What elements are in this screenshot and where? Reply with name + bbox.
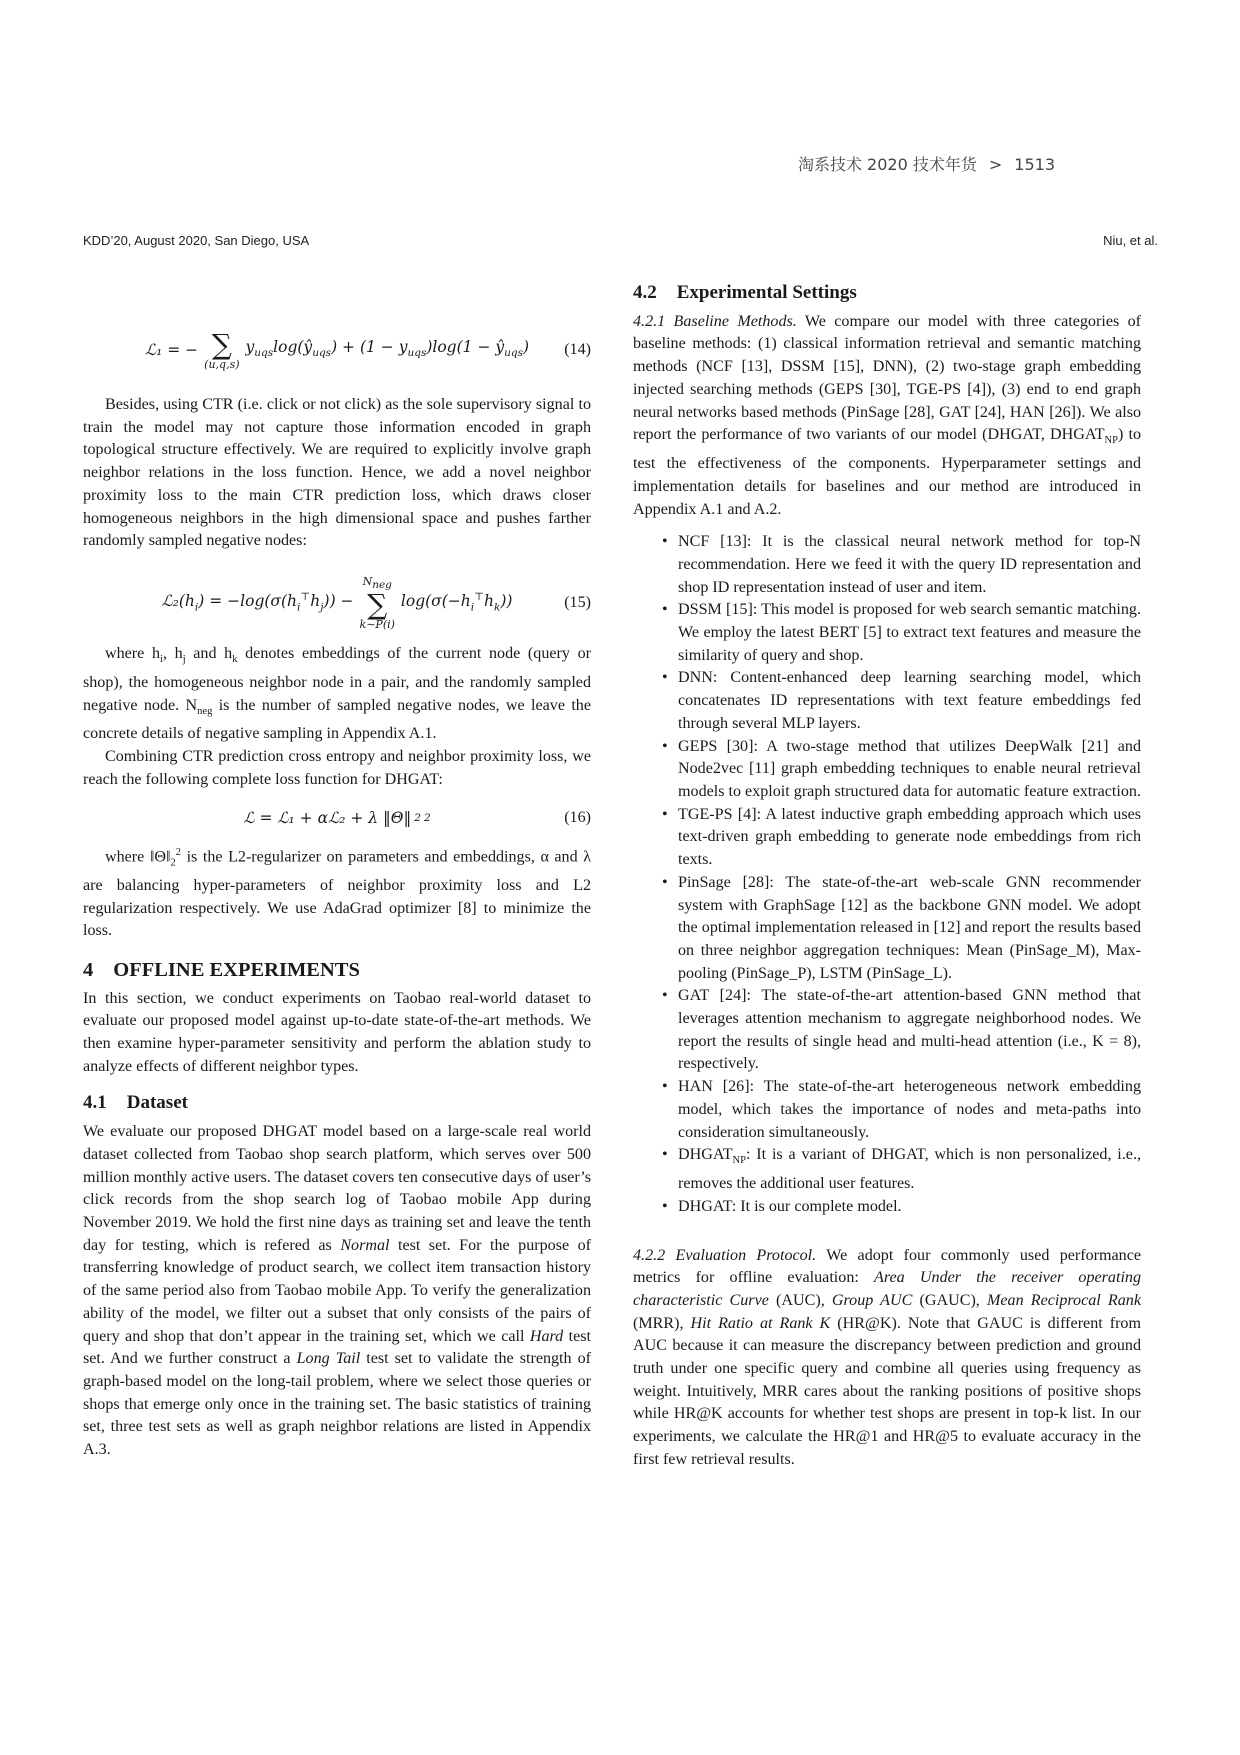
subsection-4-2-1 xyxy=(633,311,1141,522)
eq14-body: $y_{uqs}\log(ŷ_{uqs}) + (1 - y_{uqs})\log(1$ − $ŷ_{uqs}$) xyxy=(245,337,530,359)
section-number: 4.2 xyxy=(633,282,657,303)
subsection-4-2-2 xyxy=(633,1245,1141,1472)
equation-14 xyxy=(83,320,591,380)
section-title: OFFLINE EXPERIMENTS xyxy=(113,958,360,981)
subsection-text: We compare our model with three categories of baseline methods: (1) classical information retrieval and semantic matching methods (NCF [13], DSSM [15], DNN), (2) two-stage graph embedding injected searching methods (GEPS [30], TGE-PS [4]), (3) end to end graph neural networks based methods (PinSage [28], GAT [24], HAN [26]). We also report the performance of two variants of our model (DHGAT, $DHGAT_{NP}$) to test the effectiveness of the components. Hyperparameter settings and implementation details for baselines and our method are introduced in Appendix A.1 and A.2. xyxy=(633,312,1141,518)
eq15-limit: k∼P(i) xyxy=(359,617,395,631)
book-title: 淘系技术 2020 技术年货 xyxy=(797,155,977,174)
subsection-label: 4.2.2 Evaluation Protocol. xyxy=(633,1246,817,1264)
baseline-item: • $DHGAT_{NP}$: It is a variant of DHGAT, which is non personalized, i.e., removes the additional user features. xyxy=(678,1144,1141,1196)
eq14-lhs: ℒ₁ = − xyxy=(144,340,199,359)
paragraph-regularizer: where $‖\Theta‖_2^2$ is the L2-regularizer on parameters and embeddings, α and λ are balancing hyper-parameters of neighbor proximity loss and L2 regularization respectively. We use AdaGrad optimizer [8] to minimize the loss. xyxy=(83,846,592,940)
sum-symbol: $N_{neg}$ ∑ k∼P(i) xyxy=(359,575,395,631)
header-separator: > xyxy=(988,155,1003,174)
left-column xyxy=(83,282,591,1462)
subsection-label: 4.2.1 Baseline Methods. xyxy=(633,312,797,330)
baseline-item: • PinSage [28]: The state-of-the-art web-scale GNN recommender system with GraphSage [12] as the backbone GNN model. We adopt the optimal implementation released in [12] and report the results based on three neighbor aggregation techniques: Mean (PinSage_M), Max-pooling (PinSage_P), LSTM (PinSage_L). xyxy=(678,872,1141,986)
baseline-item: • DSSM [15]: This model is proposed for web search semantic matching. We employ the latest BERT [5] to extract text features and measure the similarity of query and shop. xyxy=(678,599,1141,667)
paragraph-supervisory-signal: Besides, using CTR (i.e. click or not click) as the sole supervisory signal to train the model may not capture those information encoded in graph topological structure effectively. We are required to explicitly involve graph neighbor relations in the loss function. Hence, we add a novel neighbor proximity loss to the main CTR prediction loss, which draws closer homogeneous neighbors in the high dimensional space and pushes farther randomly sampled negative nodes: xyxy=(83,396,591,550)
book-header xyxy=(798,152,1055,175)
equation-15 xyxy=(83,567,591,639)
baseline-item: • GEPS [30]: A two-stage method that utilizes DeepWalk [21] and Node2vec [11] graph embedding techniques to enable neural retrieval models to exploit graph structured data for automatic feature extraction. xyxy=(678,736,1141,804)
running-head-right: Niu, et al. xyxy=(1103,233,1158,248)
baseline-item: • HAN [26]: The state-of-the-art heterogeneous network embedding model, which takes the importance of nodes and meta-paths into consideration simultaneously. xyxy=(678,1076,1141,1144)
eq16-body: ℒ = ℒ₁ + αℒ₂ + λ ‖Θ‖ 2 2 xyxy=(243,809,431,828)
page-number: 1513 xyxy=(1014,155,1055,174)
baseline-item: • NCF [13]: It is the classical neural network method for top-N recommendation. Here we feed it with the query ID representation and shop ID representation instead of user and item. xyxy=(678,531,1141,599)
subsection-text: We adopt four commonly used performance metrics for offline evaluation: Area Under the receiver operating characteristic Curve (AUC), Group AUC (GAUC), Mean Reciprocal Rank (MRR), Hit Ratio at Rank K (HR@K). Note that GAUC is different from AUC because it can measure the discrepancy between prediction and ground truth under one specific query and combine all queries using frequency as weight. Intuitively, MRR cares about the ranking positions of positive shops while HR@K accounts for whether test shops are present in top-k list. In our experiments, we calculate the HR@1 and HR@5 to evaluate accuracy in the first few retrieval results. xyxy=(633,1246,1142,1468)
baseline-list xyxy=(633,531,1141,1218)
section-title: Dataset xyxy=(126,1092,188,1114)
section-title: Experimental Settings xyxy=(676,282,857,303)
eq15-upper: $N_{neg}$ xyxy=(362,575,392,592)
eq16-number: (16) xyxy=(564,809,591,827)
eq15-lhs: $ℒ_2(h_i) = -\log(\sigma(h_i^⊤h_j))$ − xyxy=(161,591,354,614)
running-head-left: KDD’20, August 2020, San Diego, USA xyxy=(83,233,310,248)
section-4-1-heading xyxy=(83,1092,591,1115)
section-4-text: In this section, we conduct experiments on Taobao real-world dataset to evaluate our proposed model against up-to-date state-of-the-art methods. We then examine hyper-parameter sensitivity and perform the ablation study to analyze effects of different neighbor types. xyxy=(83,989,591,1075)
equation-16 xyxy=(83,800,591,838)
baseline-item: • TGE-PS [4]: A latest inductive graph embedding approach which uses text-driven graph embedding to generate node embeddings from rich texts. xyxy=(678,804,1141,872)
section-4-heading xyxy=(83,959,591,982)
eq14-number: (14) xyxy=(564,340,591,358)
paragraph-combining: Combining CTR prediction cross entropy and neighbor proximity loss, we reach the following complete loss function for DHGAT: xyxy=(83,748,591,788)
baseline-item: • DHGAT: It is our complete model. xyxy=(678,1196,1141,1219)
right-column xyxy=(633,282,1141,1472)
eq15-body: $\log(\sigma(-h_i^⊤h_k))$ xyxy=(400,591,513,614)
baseline-item: • GAT [24]: The state-of-the-art attention-based GNN method that leverages attention mechanism to aggregate neighborhood nodes. We report the results of single head and multi-head attention (i.e., K = 8), respectively. xyxy=(678,985,1141,1076)
baseline-item: • DNN: Content-enhanced deep learning searching model, which concatenates ID representations with text feature embeddings fed through several MLP layers. xyxy=(678,667,1141,735)
eq15-number: (15) xyxy=(564,593,591,611)
paragraph-embeddings: where $h_i$, $h_j$ and $h_k$ denotes embeddings of the current node (query or shop), the homogeneous neighbor node in a pair, and the randomly sampled negative node. $N_{neg}$ is the number of sampled negative nodes, we leave the concrete details of negative sampling in Appendix A.1. xyxy=(83,644,592,743)
sum-symbol: ∑ (u,q,s) xyxy=(204,327,240,371)
eq14-limit: (u,q,s) xyxy=(204,357,240,371)
section-4-1-text: We evaluate our proposed DHGAT model based on a large-scale real world dataset collected from Taobao shop search platform, which serves over 500 million monthly active users. The dataset covers ten consecutive days of user’s click records from the shop search log of Taobao mobile App during November 2019. We hold the first nine days as training set and leave the tenth day for testing, which is refered as Normal test set. For the purpose of transferring knowledge of product search, we collect item transaction history of the same period also from Taobao mobile App. To verify the generalization ability of the model, we filter out a subset that only consists of the pairs of query and shop that don’t appear in the training set, which we call Hard test set. And we further construct a Long Tail test set to validate the strength of graph-based model on the long-tail problem, where we select those queries or shops that emerge only once in the training set. The basic statistics of training set, three test sets as well as graph neighbor relations are listed in Appendix A.3. xyxy=(83,1123,592,1459)
section-4-2-heading xyxy=(633,282,1141,305)
section-number: 4.1 xyxy=(83,1092,107,1114)
section-number: 4 xyxy=(83,958,94,981)
